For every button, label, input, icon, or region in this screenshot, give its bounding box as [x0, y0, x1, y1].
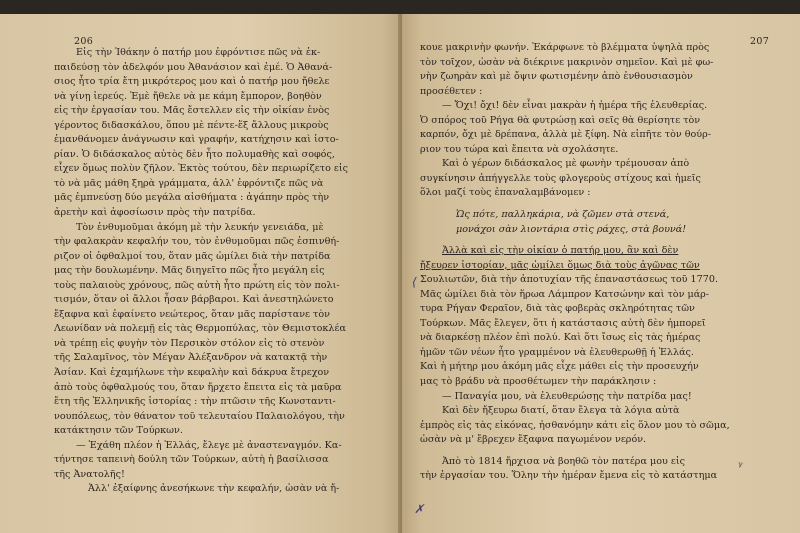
text-line: τὴν ἐργασίαν του. Ὅλην τὴν ἡμέραν ἔμενα εἰς τὸ κατάστημα: [420, 470, 718, 482]
text-line: ρίαν. Ὁ διδάσκαλος αὐτὸς δὲν ἦτο πολυμαθὴς καὶ σοφός,: [54, 148, 335, 160]
text-line: εἶχεν ὅμως πολὺν ζῆλον. Ἐκτὸς τούτου, δὲν περιωρίζετο εἰς: [54, 163, 348, 175]
text-line: Ἀπὸ τὸ 1814 ἤρχισα νὰ βοηθῶ τὸν πατέρα μου εἰς: [442, 455, 685, 467]
text-line: κουε μακρινὴν φωνήν. Ἐκάρφωνε τὸ βλέμματα ὑψηλὰ πρὸς: [420, 42, 710, 53]
text-line: Λεωνίδαν νὰ πολεμῇ εἰς τὰς Θερμοπύλας, τὸν Θεμιστοκλέα: [54, 323, 346, 335]
text-line: μας τὴν δουλωμένην. Μᾶς διηγεῖτο πῶς ἦτο μεγάλη εἰς: [54, 265, 325, 277]
text-line: τῆς Σαλαμῖνος, τὸν Μέγαν Ἀλέξανδρον νὰ κατακτᾷ τὴν: [54, 352, 328, 364]
text-line: Τὸν ἐνθυμοῦμαι ἀκόμη μὲ τὴν λευκήν γενειάδα, μὲ: [76, 221, 324, 233]
text-line: νὰ διαρκέσῃ πλέον ἐπὶ πολύ. Καὶ ὅτι ἴσως εἰς τὰς ἡμέρας: [420, 332, 701, 344]
text-line: ἐμανθάνομεν ἀνάγνωσιν καὶ γραφήν, κατήχησιν καὶ ἱστο-: [54, 134, 339, 146]
text-line: καρπόν, ὄχι μὲ δρέπανα, ἀλλὰ μὲ ξίφη. Νὰ εἰπῆτε τὸν θούρ-: [420, 129, 712, 141]
text-line: τὴν φαλακρὰν κεφαλήν του, τὸν ἐνθυμοῦμαι πῶς ἐσπινθή-: [54, 236, 340, 248]
text-line: τὸν τοῖχον, ὡσὰν νὰ διέκρινε μακρινὸν σημεῖον. Καὶ μὲ φω-: [420, 56, 714, 68]
page-number-left: 206: [74, 36, 94, 47]
text-line: τήντησε ταπεινὴ δούλη τῶν Τούρκων, αὐτὴ ἡ βασίλισσα: [54, 454, 329, 466]
text-line: τισμόν, ὅταν οἱ ἄλλοι ἦσαν βάρβαροι. Καὶ ἀνεστηλώνετο: [54, 294, 334, 306]
text-line: τυρα Ρήγαν Φεραῖον, διὰ τὰς φοβερὰς σκληρότητας τῶν: [420, 303, 695, 315]
pen-mark-tick-icon: ᵧ: [738, 455, 743, 469]
text-line: ἔξαφνα καὶ ἐφαίνετο νεώτερος, ὅταν μᾶς παρίστανε τὸν: [54, 308, 330, 320]
text-line: παιδεύσῃ τὸν ἀδελφόν μου Ἀθανάσιον καὶ ἐμέ. Ὁ Ἀθανά-: [54, 61, 333, 73]
text-line: ἤξευρεν ἱστορίαν, μᾶς ὡμίλει ὅμως διὰ τοὺς ἀγῶνας τῶν: [420, 259, 700, 271]
text-line: συγκίνησιν ἀπήγγελλε τοὺς φλογεροὺς στίχους καὶ ἡμεῖς: [420, 172, 701, 184]
text-line: σιος ἦτο τρία ἔτη μικρότερος μου καὶ ὁ πατήρ μου ἤθελε: [54, 76, 330, 88]
text-line: ὡσὰν νὰ μ' ἔβρεχεν ἔξαφνα παγωμένον νερόν.: [420, 434, 647, 446]
text-line: Τούρκων. Μᾶς ἔλεγεν, ὅτι ἡ κατάστασις αὐτὴ δὲν ἠμπορεῖ: [420, 317, 706, 329]
text-line: μᾶς ἐμπνεύσῃ δύο μεγάλα αἰσθήματα : ἀγάπην πρὸς τὴν: [54, 192, 330, 204]
text-line: Εἰς τὴν Ἰθάκην ὁ πατήρ μου ἐφρόντισε πῶς νὰ ἐκ-: [76, 47, 321, 58]
text-line: ὅλοι μαζί τοὺς ἐπαναλαμβάνομεν :: [420, 187, 591, 199]
text-line: κατάκτησιν τῶν Τούρκων.: [54, 425, 183, 437]
text-line: — Ὄχι! ὄχι! δὲν εἶναι μακρὰν ἡ ἡμέρα τῆς ἐλευθερίας.: [442, 100, 708, 112]
text-line: ἀπὸ τοὺς ὀφθαλμούς του, ὅταν ἤρχετο ἔπειτα εἰς τὰ μαῦρα: [54, 381, 342, 393]
text-line: — Παναγία μου, νὰ ἐλευθερώσῃς τὴν πατρίδα μας!: [442, 390, 692, 402]
text-line: νὰ γίνῃ ἱερεύς. Ἐμὲ ἤθελε νὰ με κάμη ἔμπορον, βοηθὸν: [54, 90, 322, 102]
text-line: Καὶ ὁ γέρων διδάσκαλος μὲ φωνὴν τρέμουσαν ἀπὸ: [442, 158, 690, 170]
text-line: μονάχοι σὰν λιοντάρια στὶς ράχες, στὰ βουνά!: [456, 223, 687, 235]
right-page-text: [420, 41, 738, 484]
paragraph-gap: [420, 201, 738, 208]
text-line: ριον του τώρα καὶ ἔπειτα νὰ σχολάσητε.: [420, 143, 619, 155]
text-line: ἔτη τῆς Ἑλληνικῆς ἱστορίας : τὴν πτῶσιν τῆς Κωνσταντι-: [54, 396, 336, 408]
text-line: ἐμπρὸς εἰς τὰς εἰκόνας, ἠσθανόμην κάτι εἰς ὅλον μου τὸ σῶμα,: [420, 419, 730, 431]
paragraph-gap: [420, 448, 738, 455]
text-line: τοὺς παλαιοὺς χρόνους, πῶς αὐτὴ ἦτο πρώτη εἰς τὸν πολι-: [54, 279, 340, 291]
text-line: Ἀλλ' ἐξαίφνης ἀνεσήκωνε τὴν κεφαλήν, ὡσὰν νὰ ἤ-: [88, 483, 340, 495]
text-line: γέροντος διδασκάλου, ὅπου μὲ πέντε-ἕξ ἄλλους μικροὺς: [54, 119, 329, 131]
left-page-text: [54, 46, 366, 497]
text-line: ριζον οἱ ὀφθαλμοί του, ὅταν μᾶς ὡμίλει διὰ τὴν πατρίδα: [54, 250, 331, 262]
text-line: νουπόλεως, τὸν θάνατον τοῦ τελευταίου Παλαιολόγου, τὴν: [54, 410, 345, 422]
paragraph-gap: [420, 237, 738, 244]
text-line: τὸ νὰ μᾶς μάθη ξηρὰ γράμματα, ἀλλ' ἐφρόντιζε πῶς νὰ: [54, 177, 324, 189]
text-line: νὰ τρέπῃ εἰς φυγὴν τὸν Περσικὸν στόλον εἰς τὸ στενὸν: [54, 337, 325, 349]
pen-mark-cross-icon: ✗: [414, 502, 425, 516]
text-line: Σουλιωτῶν, διὰ τὴν ἀποτυχίαν τῆς ἐπαναστάσεως τοῦ 1770.: [420, 274, 719, 286]
text-line: μας τὸ βράδυ νὰ προσθέτωμεν τὴν παράκλησιν :: [420, 376, 657, 388]
text-line: ἀρετὴν καὶ ἀφοσίωσιν πρὸς τὴν πατρίδα.: [54, 207, 256, 219]
text-line: Ἀλλὰ καὶ εἰς τὴν οἰκίαν ὁ πατήρ μου, ἂν καὶ δὲν: [442, 245, 679, 257]
pen-mark-bracket-icon: ⟨: [412, 275, 417, 289]
text-line: Μᾶς ὡμίλει διὰ τὸν ἥρωα Λάμπρον Κατσώνην καὶ τὸν μάρ-: [420, 288, 710, 300]
left-page: [0, 14, 402, 533]
page-number-right: 207: [750, 36, 770, 47]
text-line: τῆς Ἀνατολῆς!: [54, 468, 125, 480]
right-page: [402, 14, 800, 533]
text-line: νὴν ζωηρὰν καὶ μὲ ὄψιν φωτισμένην ἀπὸ ἐνθουσιασμὸν: [420, 71, 693, 83]
text-line: Ἀσίαν. Καὶ ἐχαμήλωνε τὴν κεφαλὴν καὶ δάκρυα ἔτρεχον: [54, 367, 330, 379]
text-line: Καὶ δὲν ἤξευρω διατί, ὅταν ἔλεγα τὰ λόγια αὐτὰ: [442, 405, 680, 417]
text-line: προσέθετεν :: [420, 85, 483, 97]
text-line: Καὶ ἡ μήτηρ μου ἀκόμη μᾶς εἶχε μάθει εἰς τὴν προσευχήν: [420, 361, 699, 373]
text-line: εἰς τὴν ἐργασίαν του. Μᾶς ἔστελλεν εἰς τὴν οἰκίαν ἑνὸς: [54, 105, 330, 117]
text-line: — Ἐχάθη πλέον ἡ Ἑλλάς, ἔλεγε μὲ ἀναστεναγμόν. Κα-: [76, 439, 342, 451]
text-line: Ὡς πότε, παλληκάρια, νὰ ζῶμεν στὰ στενά,: [456, 209, 670, 221]
text-line: ἡμῶν τῶν νέων ἦτο γραμμένον νὰ ἐλευθερωθῇ ἡ Ἑλλάς.: [420, 346, 694, 358]
text-line: Ὁ σπόρος τοῦ Ρήγα θὰ φυτρώσῃ καὶ σεῖς θὰ θερίσητε τὸν: [420, 114, 701, 126]
